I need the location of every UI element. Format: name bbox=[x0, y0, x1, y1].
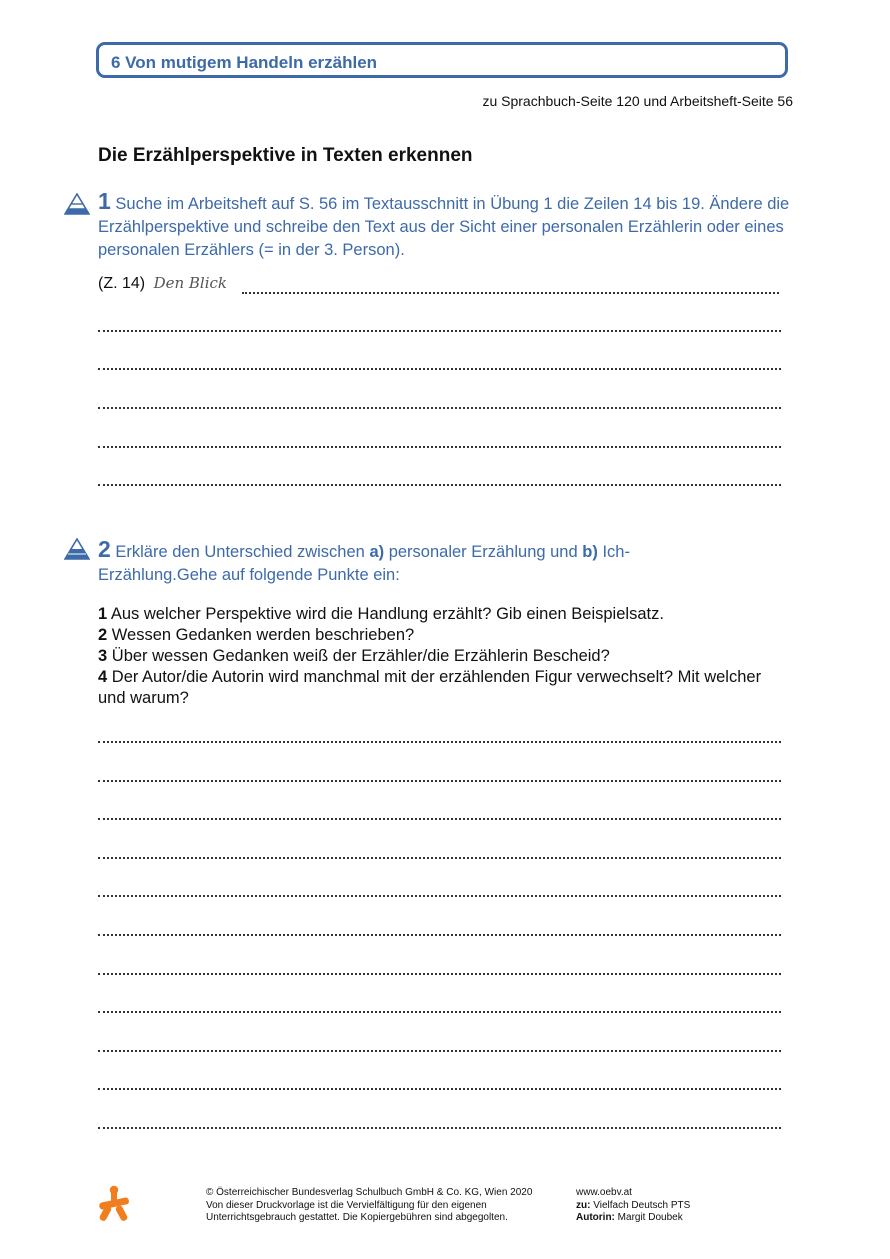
point-item: 1 Aus welcher Perspektive wird die Handlung erzählt? Gib einen Beispielsatz. bbox=[98, 605, 664, 623]
task-2 bbox=[98, 538, 718, 587]
task-2-text-c: Ich-Erzählung.Gehe auf folgende Punkte ein: bbox=[98, 543, 630, 584]
writing-line[interactable] bbox=[98, 839, 781, 861]
writing-line[interactable] bbox=[98, 955, 781, 977]
task-1 bbox=[98, 190, 798, 262]
task-2-text-a: Erkläre den Unterschied zwischen bbox=[115, 543, 365, 561]
writing-line[interactable] bbox=[98, 312, 781, 334]
writing-line[interactable] bbox=[98, 877, 781, 899]
task-2-label-a: a) bbox=[369, 543, 385, 561]
writing-line[interactable] bbox=[98, 916, 781, 938]
writing-line[interactable] bbox=[98, 762, 781, 784]
task-2-label-b: b) bbox=[582, 543, 598, 561]
writing-line[interactable] bbox=[98, 466, 781, 488]
task-2-points bbox=[98, 604, 788, 709]
writing-line[interactable] bbox=[98, 274, 781, 296]
task-1-number: 1 bbox=[98, 188, 111, 214]
writing-line[interactable] bbox=[98, 1109, 781, 1131]
footer-website[interactable]: www.oebv.at bbox=[576, 1187, 632, 1198]
footer-copyright-line: © Österreichischer Bundesverlag Schulbuch GmbH & Co. KG, Wien 2020 bbox=[206, 1187, 533, 1198]
footer-author: Autorin: Margit Doubek bbox=[576, 1212, 683, 1223]
task-1-text: Suche im Arbeitsheft auf S. 56 im Textausschnitt in Übung 1 die Zeilen 14 bis 19. Ändere die Erzählperspektive und schreibe den Text aus der Sicht einer personalen Erzählerin oder eines personalen Erzählers (= in der 3. Person). bbox=[98, 195, 790, 259]
chapter-header-box bbox=[96, 42, 788, 78]
footer-book: zu: Vielfach Deutsch PTS bbox=[576, 1199, 691, 1211]
footer-copyright bbox=[206, 1187, 532, 1225]
point-item: 4 Der Autor/die Autorin wird manchmal mit der erzählenden Figur verwechselt? Mit welcher und warum? bbox=[98, 668, 762, 707]
handwritten-text: Den Blick bbox=[153, 274, 228, 292]
writing-line[interactable] bbox=[98, 993, 781, 1015]
footer-copyright-line: Von dieser Druckvorlage ist die Vervielfältigung für den eigenen bbox=[206, 1199, 487, 1211]
page-title: Die Erzählperspektive in Texten erkennen bbox=[98, 145, 473, 166]
writing-line[interactable] bbox=[98, 723, 781, 745]
pyramid-icon bbox=[64, 193, 90, 215]
point-item: 3 Über wessen Gedanken weiß der Erzähler/die Erzählerin Bescheid? bbox=[98, 647, 610, 665]
writing-line[interactable] bbox=[98, 350, 781, 372]
writing-line[interactable] bbox=[98, 1032, 781, 1054]
line-prefix: (Z. 14) bbox=[98, 275, 146, 292]
page-reference: zu Sprachbuch-Seite 120 und Arbeitsheft-Seite 56 bbox=[482, 93, 793, 109]
writing-line[interactable] bbox=[98, 389, 781, 411]
oebv-logo-icon bbox=[96, 1185, 132, 1223]
footer-info bbox=[576, 1187, 690, 1225]
writing-line[interactable] bbox=[98, 800, 781, 822]
pyramid-icon bbox=[64, 538, 90, 560]
chapter-title: 6 Von mutigem Handeln erzählen bbox=[111, 53, 378, 72]
task-2-number: 2 bbox=[98, 536, 111, 562]
point-item: 2 Wessen Gedanken werden beschrieben? bbox=[98, 626, 415, 644]
task-2-text-b: personaler Erzählung und bbox=[388, 543, 578, 561]
writing-line[interactable] bbox=[98, 1070, 781, 1092]
footer-copyright-line: Unterrichtsgebrauch gestattet. Die Kopiergebühren sind abgegolten. bbox=[206, 1212, 508, 1223]
writing-line[interactable] bbox=[98, 428, 781, 450]
